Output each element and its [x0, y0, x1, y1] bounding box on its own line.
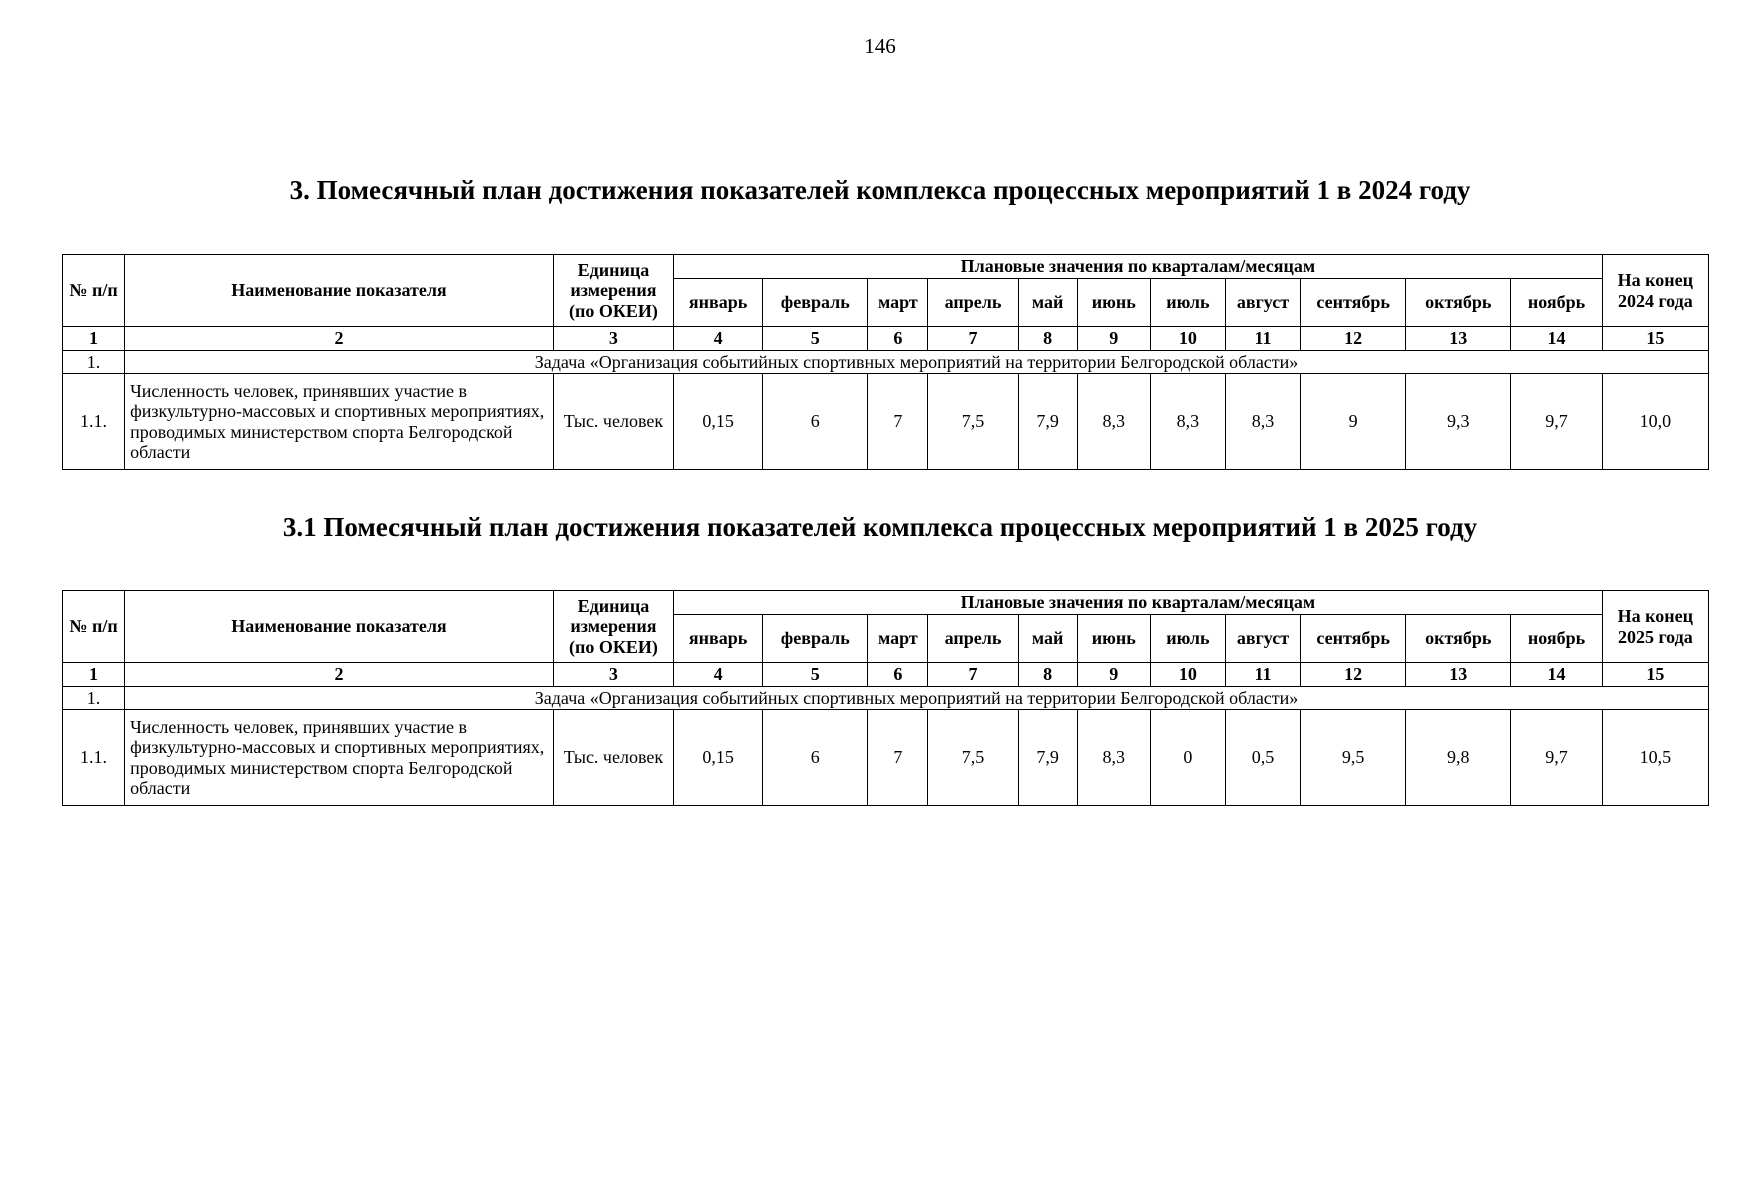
monthly-plan-table-2024 — [62, 254, 1709, 470]
column-number: 5 — [763, 663, 868, 687]
column-number: 8 — [1018, 327, 1077, 351]
task-num: 1. — [63, 687, 125, 710]
column-number: 12 — [1301, 327, 1406, 351]
column-number: 2 — [125, 327, 554, 351]
header-name: Наименование показателя — [125, 255, 554, 327]
row-num: 1.1. — [63, 710, 125, 806]
month-value: 8,3 — [1225, 374, 1300, 470]
column-number: 2 — [125, 663, 554, 687]
header-num: № п/п — [63, 591, 125, 663]
column-number: 6 — [868, 327, 928, 351]
column-number: 15 — [1602, 327, 1708, 351]
column-number-row — [63, 663, 1709, 687]
header-month: октябрь — [1406, 279, 1511, 327]
unit-cell: Тыс. человек — [553, 374, 673, 470]
header-month: июнь — [1077, 279, 1150, 327]
month-value: 0,5 — [1225, 710, 1300, 806]
column-number: 3 — [553, 327, 673, 351]
month-value: 8,3 — [1077, 374, 1150, 470]
month-value: 6 — [763, 710, 868, 806]
header-month: октябрь — [1406, 615, 1511, 663]
column-number: 9 — [1077, 663, 1150, 687]
column-number: 10 — [1150, 327, 1225, 351]
month-value: 6 — [763, 374, 868, 470]
header-month: февраль — [763, 615, 868, 663]
header-month: июль — [1150, 279, 1225, 327]
header-row — [63, 255, 1709, 279]
unit-cell: Тыс. человек — [553, 710, 673, 806]
month-value: 0,15 — [674, 710, 763, 806]
header-month: июль — [1150, 615, 1225, 663]
task-text: Задача «Организация событийных спортивных мероприятий на территории Белгородской области» — [125, 351, 1709, 374]
header-month: сентябрь — [1301, 615, 1406, 663]
column-number: 5 — [763, 327, 868, 351]
row-num: 1.1. — [63, 374, 125, 470]
month-value: 7,5 — [928, 710, 1018, 806]
header-month: январь — [674, 615, 763, 663]
column-number: 14 — [1511, 327, 1602, 351]
header-month: январь — [674, 279, 763, 327]
task-row — [63, 687, 1709, 710]
header-month: ноябрь — [1511, 279, 1602, 327]
column-number-row — [63, 327, 1709, 351]
column-number: 3 — [553, 663, 673, 687]
column-number: 13 — [1406, 663, 1511, 687]
task-row — [63, 351, 1709, 374]
column-number: 11 — [1225, 663, 1300, 687]
column-number: 4 — [674, 327, 763, 351]
header-month: июнь — [1077, 615, 1150, 663]
header-month: апрель — [928, 615, 1018, 663]
header-year-end: На конец 2024 года — [1602, 255, 1708, 327]
month-value: 9,7 — [1511, 710, 1602, 806]
header-month: март — [868, 279, 928, 327]
column-number: 8 — [1018, 663, 1077, 687]
column-number: 10 — [1150, 663, 1225, 687]
header-unit: Единица измерения (по ОКЕИ) — [553, 255, 673, 327]
header-year-end: На конец 2025 года — [1602, 591, 1708, 663]
header-planned-values: Плановые значения по кварталам/месяцам — [674, 255, 1603, 279]
column-number: 15 — [1602, 663, 1708, 687]
year-end-value: 10,0 — [1602, 374, 1708, 470]
year-end-value: 10,5 — [1602, 710, 1708, 806]
month-value: 7,9 — [1018, 374, 1077, 470]
header-unit: Единица измерения (по ОКЕИ) — [553, 591, 673, 663]
month-value: 9,7 — [1511, 374, 1602, 470]
header-month: апрель — [928, 279, 1018, 327]
column-number: 4 — [674, 663, 763, 687]
column-number: 14 — [1511, 663, 1602, 687]
month-value: 8,3 — [1077, 710, 1150, 806]
column-number: 9 — [1077, 327, 1150, 351]
page-number: 146 — [864, 34, 896, 58]
month-value: 7,9 — [1018, 710, 1077, 806]
column-number: 11 — [1225, 327, 1300, 351]
month-value: 9,5 — [1301, 710, 1406, 806]
header-month: март — [868, 615, 928, 663]
header-num: № п/п — [63, 255, 125, 327]
header-month: май — [1018, 615, 1077, 663]
header-name: Наименование показателя — [125, 591, 554, 663]
header-row — [63, 591, 1709, 615]
header-month: август — [1225, 615, 1300, 663]
month-value: 9 — [1301, 374, 1406, 470]
month-value: 7 — [868, 374, 928, 470]
column-number: 7 — [928, 663, 1018, 687]
table-row — [63, 710, 1709, 806]
column-number: 13 — [1406, 327, 1511, 351]
header-month: февраль — [763, 279, 868, 327]
indicator-name: Численность человек, принявших участие в физкультурно-массовых и спортивных мероприятиях, проводимых министерством спорта Белгородской области — [125, 374, 554, 470]
month-value: 7 — [868, 710, 928, 806]
section-title-2025: 3.1 Помесячный план достижения показателей комплекса процессных мероприятий 1 в 2025 году — [282, 512, 1478, 542]
header-month: май — [1018, 279, 1077, 327]
section-title-2024: 3. Помесячный план достижения показателей комплекса процессных мероприятий 1 в 2024 году — [289, 175, 1471, 205]
month-value: 8,3 — [1150, 374, 1225, 470]
monthly-plan-table-2025 — [62, 590, 1709, 806]
column-number: 1 — [63, 663, 125, 687]
header-month: ноябрь — [1511, 615, 1602, 663]
table-row — [63, 374, 1709, 470]
header-month: август — [1225, 279, 1300, 327]
month-value: 9,3 — [1406, 374, 1511, 470]
column-number: 6 — [868, 663, 928, 687]
month-value: 9,8 — [1406, 710, 1511, 806]
month-value: 0,15 — [674, 374, 763, 470]
month-value: 0 — [1150, 710, 1225, 806]
column-number: 7 — [928, 327, 1018, 351]
header-month: сентябрь — [1301, 279, 1406, 327]
indicator-name: Численность человек, принявших участие в физкультурно-массовых и спортивных мероприятиях, проводимых министерством спорта Белгородской области — [125, 710, 554, 806]
column-number: 1 — [63, 327, 125, 351]
column-number: 12 — [1301, 663, 1406, 687]
task-num: 1. — [63, 351, 125, 374]
header-planned-values: Плановые значения по кварталам/месяцам — [674, 591, 1603, 615]
month-value: 7,5 — [928, 374, 1018, 470]
task-text: Задача «Организация событийных спортивных мероприятий на территории Белгородской области» — [125, 687, 1709, 710]
